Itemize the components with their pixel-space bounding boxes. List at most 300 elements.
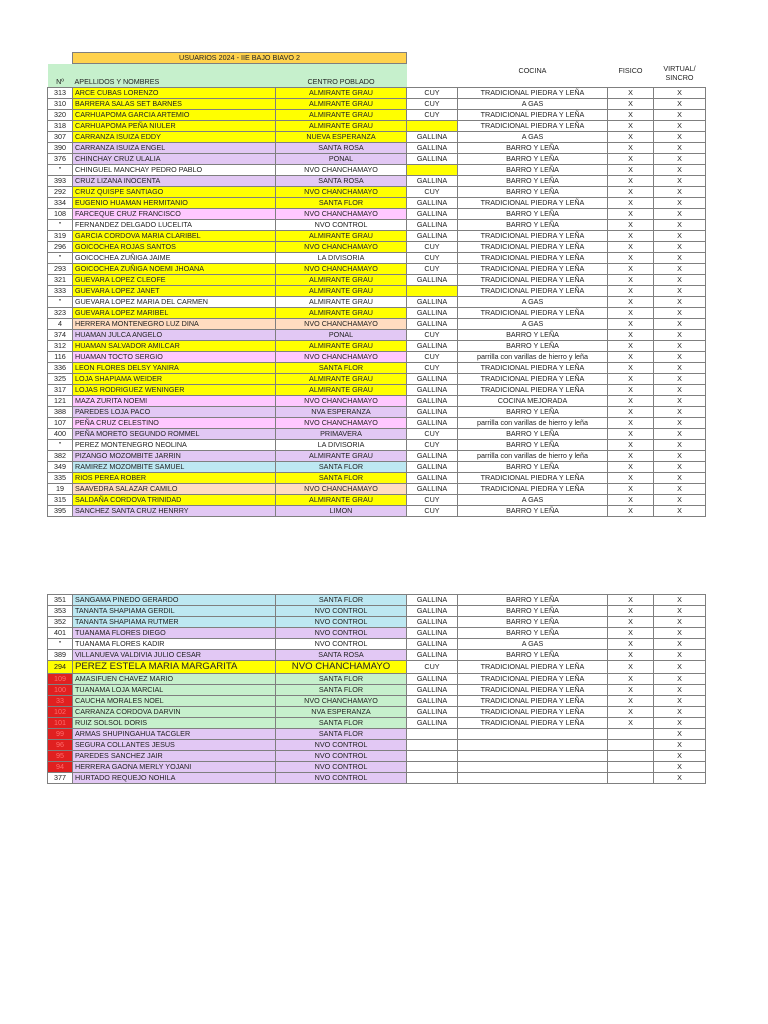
table-row bbox=[48, 740, 706, 751]
row-crianza: GALLINA bbox=[407, 220, 458, 231]
row-centro-poblado: SANTA FLOR bbox=[276, 198, 407, 209]
row-centro-poblado: NVO CONTROL bbox=[276, 628, 407, 639]
row-number: 101 bbox=[48, 718, 73, 729]
row-name: HURTADO REQUEJO NOHILA bbox=[73, 773, 276, 784]
table-row bbox=[48, 440, 706, 451]
row-fisico: X bbox=[608, 132, 654, 143]
row-crianza: GALLINA bbox=[407, 407, 458, 418]
row-crianza bbox=[407, 165, 458, 176]
row-virtual: X bbox=[654, 275, 706, 286]
row-name: GUEVARA LOPEZ JANET bbox=[73, 286, 276, 297]
row-fisico: X bbox=[608, 473, 654, 484]
row-centro-poblado: ALMIRANTE GRAU bbox=[276, 275, 407, 286]
row-centro-poblado: SANTA ROSA bbox=[276, 650, 407, 661]
row-number: 401 bbox=[48, 628, 73, 639]
row-name: CARHUAPOMA GARCIA ARTEMIO bbox=[73, 110, 276, 121]
row-crianza: GALLINA bbox=[407, 132, 458, 143]
row-number: 292 bbox=[48, 187, 73, 198]
row-centro-poblado: NVO CHANCHAMAYO bbox=[276, 209, 407, 220]
row-centro-poblado: ALMIRANTE GRAU bbox=[276, 121, 407, 132]
table-row bbox=[48, 429, 706, 440]
row-crianza: GALLINA bbox=[407, 639, 458, 650]
row-centro-poblado: ALMIRANTE GRAU bbox=[276, 385, 407, 396]
row-virtual: X bbox=[654, 595, 706, 606]
table-row bbox=[48, 707, 706, 718]
row-fisico: X bbox=[608, 308, 654, 319]
row-centro-poblado: NVO CHANCHAMAYO bbox=[276, 352, 407, 363]
row-fisico: X bbox=[608, 451, 654, 462]
row-number: " bbox=[48, 220, 73, 231]
row-number: 395 bbox=[48, 506, 73, 517]
row-virtual: X bbox=[654, 674, 706, 685]
row-number: 335 bbox=[48, 473, 73, 484]
table-row bbox=[48, 674, 706, 685]
row-fisico: X bbox=[608, 661, 654, 674]
row-centro-poblado: LA DIVISORIA bbox=[276, 253, 407, 264]
row-fisico: X bbox=[608, 495, 654, 506]
row-name: RUIZ SOLSOL DORIS bbox=[73, 718, 276, 729]
row-cocina: BARRO Y LEÑA bbox=[458, 429, 608, 440]
row-virtual: X bbox=[654, 396, 706, 407]
table-row bbox=[48, 696, 706, 707]
row-centro-poblado: LA DIVISORIA bbox=[276, 440, 407, 451]
table-row bbox=[48, 198, 706, 209]
row-virtual: X bbox=[654, 661, 706, 674]
row-number: 96 bbox=[48, 740, 73, 751]
row-virtual: X bbox=[654, 363, 706, 374]
row-virtual: X bbox=[654, 330, 706, 341]
row-crianza: CUY bbox=[407, 495, 458, 506]
row-crianza: GALLINA bbox=[407, 275, 458, 286]
row-number: 320 bbox=[48, 110, 73, 121]
row-cocina: parrilla con varillas de hierro y leña bbox=[458, 352, 608, 363]
row-centro-poblado: NVO CHANCHAMAYO bbox=[276, 264, 407, 275]
row-fisico: X bbox=[608, 429, 654, 440]
row-centro-poblado: SANTA FLOR bbox=[276, 685, 407, 696]
table-row bbox=[48, 685, 706, 696]
row-crianza: GALLINA bbox=[407, 718, 458, 729]
row-centro-poblado: NVO CHANCHAMAYO bbox=[276, 696, 407, 707]
table-row bbox=[48, 407, 706, 418]
row-centro-poblado: NUEVA ESPERANZA bbox=[276, 132, 407, 143]
row-fisico: X bbox=[608, 242, 654, 253]
table-row bbox=[48, 341, 706, 352]
row-cocina: BARRO Y LEÑA bbox=[458, 440, 608, 451]
row-fisico: X bbox=[608, 143, 654, 154]
row-centro-poblado: NVO CONTROL bbox=[276, 639, 407, 650]
row-fisico: X bbox=[608, 176, 654, 187]
row-cocina: TRADICIONAL PIEDRA Y LEÑA bbox=[458, 685, 608, 696]
row-fisico: X bbox=[608, 286, 654, 297]
row-virtual: X bbox=[654, 220, 706, 231]
row-fisico: X bbox=[608, 696, 654, 707]
table-row bbox=[48, 484, 706, 495]
row-fisico: X bbox=[608, 319, 654, 330]
row-virtual: X bbox=[654, 473, 706, 484]
row-centro-poblado: PONAL bbox=[276, 154, 407, 165]
sheet-title: USUARIOS 2024 - IIE BAJO BIAVO 2 bbox=[73, 53, 407, 64]
table-row bbox=[48, 143, 706, 154]
row-centro-poblado: ALMIRANTE GRAU bbox=[276, 341, 407, 352]
row-name: CRUZ LIZANA INOCENTA bbox=[73, 176, 276, 187]
row-name: CARRANZA CORDOVA DARVIN bbox=[73, 707, 276, 718]
table-row bbox=[48, 661, 706, 674]
row-fisico bbox=[608, 773, 654, 784]
row-fisico: X bbox=[608, 88, 654, 99]
row-number: 393 bbox=[48, 176, 73, 187]
row-cocina: BARRO Y LEÑA bbox=[458, 330, 608, 341]
row-centro-poblado: NVO CONTROL bbox=[276, 762, 407, 773]
row-crianza: CUY bbox=[407, 429, 458, 440]
row-name: GOICOCHEA ZUÑIGA JAIME bbox=[73, 253, 276, 264]
row-centro-poblado: SANTA FLOR bbox=[276, 729, 407, 740]
row-number: 318 bbox=[48, 121, 73, 132]
row-virtual: X bbox=[654, 773, 706, 784]
row-crianza: GALLINA bbox=[407, 484, 458, 495]
row-cocina: TRADICIONAL PIEDRA Y LEÑA bbox=[458, 121, 608, 132]
row-virtual: X bbox=[654, 341, 706, 352]
row-centro-poblado: NVA ESPERANZA bbox=[276, 707, 407, 718]
row-name: ARMAS SHUPINGAHUA TACGLER bbox=[73, 729, 276, 740]
row-number: 377 bbox=[48, 773, 73, 784]
row-name: CHINGUEL MANCHAY PEDRO PABLO bbox=[73, 165, 276, 176]
row-cocina: parrilla con varillas de hierro y leña bbox=[458, 451, 608, 462]
row-number: 108 bbox=[48, 209, 73, 220]
table-row bbox=[48, 473, 706, 484]
row-cocina: A GAS bbox=[458, 319, 608, 330]
row-centro-poblado: ALMIRANTE GRAU bbox=[276, 308, 407, 319]
row-virtual: X bbox=[654, 495, 706, 506]
row-cocina: TRADICIONAL PIEDRA Y LEÑA bbox=[458, 264, 608, 275]
table-row bbox=[48, 385, 706, 396]
row-centro-poblado: ALMIRANTE GRAU bbox=[276, 99, 407, 110]
table-row bbox=[48, 209, 706, 220]
row-name: PEÑA CRUZ CELESTINO bbox=[73, 418, 276, 429]
row-cocina: BARRO Y LEÑA bbox=[458, 595, 608, 606]
row-crianza: CUY bbox=[407, 363, 458, 374]
row-virtual: X bbox=[654, 264, 706, 275]
row-fisico: X bbox=[608, 374, 654, 385]
row-crianza: GALLINA bbox=[407, 385, 458, 396]
row-fisico: X bbox=[608, 385, 654, 396]
table-row bbox=[48, 751, 706, 762]
row-virtual: X bbox=[654, 650, 706, 661]
row-cocina: TRADICIONAL PIEDRA Y LEÑA bbox=[458, 286, 608, 297]
row-cocina: TRADICIONAL PIEDRA Y LEÑA bbox=[458, 198, 608, 209]
row-cocina: BARRO Y LEÑA bbox=[458, 462, 608, 473]
row-centro-poblado: ALMIRANTE GRAU bbox=[276, 374, 407, 385]
row-name: GUEVARA LOPEZ MARIBEL bbox=[73, 308, 276, 319]
row-centro-poblado: NVO CHANCHAMAYO bbox=[276, 165, 407, 176]
row-name: PAREDES LOJA PACO bbox=[73, 407, 276, 418]
row-centro-poblado: ALMIRANTE GRAU bbox=[276, 88, 407, 99]
row-fisico: X bbox=[608, 121, 654, 132]
row-virtual: X bbox=[654, 418, 706, 429]
table-row bbox=[48, 187, 706, 198]
table-row bbox=[48, 319, 706, 330]
row-crianza bbox=[407, 729, 458, 740]
row-crianza: CUY bbox=[407, 99, 458, 110]
row-number: 310 bbox=[48, 99, 73, 110]
table-row bbox=[48, 495, 706, 506]
row-virtual: X bbox=[654, 165, 706, 176]
row-fisico: X bbox=[608, 718, 654, 729]
row-name: PEÑA MORETO SEGUNDO ROMMEL bbox=[73, 429, 276, 440]
row-crianza: GALLINA bbox=[407, 198, 458, 209]
table-row bbox=[48, 286, 706, 297]
row-centro-poblado: NVO CHANCHAMAYO bbox=[276, 319, 407, 330]
row-fisico: X bbox=[608, 606, 654, 617]
row-cocina: TRADICIONAL PIEDRA Y LEÑA bbox=[458, 253, 608, 264]
table-row bbox=[48, 418, 706, 429]
row-crianza: GALLINA bbox=[407, 231, 458, 242]
row-cocina: BARRO Y LEÑA bbox=[458, 187, 608, 198]
row-fisico: X bbox=[608, 297, 654, 308]
row-cocina: BARRO Y LEÑA bbox=[458, 606, 608, 617]
row-fisico: X bbox=[608, 650, 654, 661]
row-number: 333 bbox=[48, 286, 73, 297]
row-crianza bbox=[407, 751, 458, 762]
table-row bbox=[48, 264, 706, 275]
column-header-number: Nº bbox=[48, 64, 73, 88]
row-cocina: parrilla con varillas de hierro y leña bbox=[458, 418, 608, 429]
table-row bbox=[48, 773, 706, 784]
table-row bbox=[48, 451, 706, 462]
row-name: RAMIREZ MOZOMBITE SAMUEL bbox=[73, 462, 276, 473]
row-fisico bbox=[608, 729, 654, 740]
row-virtual: X bbox=[654, 696, 706, 707]
row-crianza: CUY bbox=[407, 661, 458, 674]
row-crianza: GALLINA bbox=[407, 473, 458, 484]
row-cocina: BARRO Y LEÑA bbox=[458, 628, 608, 639]
row-name: FARCEQUE CRUZ FRANCISCO bbox=[73, 209, 276, 220]
row-fisico: X bbox=[608, 440, 654, 451]
row-cocina: COCINA MEJORADA bbox=[458, 396, 608, 407]
row-virtual: X bbox=[654, 110, 706, 121]
row-virtual: X bbox=[654, 132, 706, 143]
row-name: PEREZ MONTENEGRO NEOLINA bbox=[73, 440, 276, 451]
row-fisico: X bbox=[608, 674, 654, 685]
column-header-virtual: VIRTUAL/ SINCRO bbox=[663, 63, 696, 82]
row-virtual: X bbox=[654, 209, 706, 220]
row-fisico bbox=[608, 740, 654, 751]
row-virtual: X bbox=[654, 286, 706, 297]
row-name: PAREDES SANCHEZ JAIR bbox=[73, 751, 276, 762]
row-name: CARRANZA ISUIZA ENGEL bbox=[73, 143, 276, 154]
table-row bbox=[48, 506, 706, 517]
row-fisico: X bbox=[608, 330, 654, 341]
row-cocina: A GAS bbox=[458, 99, 608, 110]
row-crianza bbox=[407, 773, 458, 784]
table-row bbox=[48, 176, 706, 187]
row-fisico: X bbox=[608, 198, 654, 209]
column-header-name: APELLIDOS Y NOMBRES bbox=[73, 64, 276, 88]
row-cocina: BARRO Y LEÑA bbox=[458, 165, 608, 176]
row-fisico: X bbox=[608, 617, 654, 628]
row-fisico bbox=[608, 751, 654, 762]
row-name: CARRANZA ISUIZA EDDY bbox=[73, 132, 276, 143]
row-fisico: X bbox=[608, 154, 654, 165]
row-number: 390 bbox=[48, 143, 73, 154]
row-centro-poblado: SANTA FLOR bbox=[276, 363, 407, 374]
row-cocina: A GAS bbox=[458, 495, 608, 506]
row-fisico: X bbox=[608, 363, 654, 374]
row-name: GUEVARA LOPEZ CLEOFE bbox=[73, 275, 276, 286]
row-crianza: GALLINA bbox=[407, 674, 458, 685]
row-crianza: GALLINA bbox=[407, 617, 458, 628]
row-crianza: GALLINA bbox=[407, 209, 458, 220]
row-virtual: X bbox=[654, 639, 706, 650]
table-row bbox=[48, 396, 706, 407]
row-name: GARCIA CORDOVA MARIA CLARIBEL bbox=[73, 231, 276, 242]
row-cocina: TRADICIONAL PIEDRA Y LEÑA bbox=[458, 707, 608, 718]
row-centro-poblado: PRIMAVERA bbox=[276, 429, 407, 440]
row-cocina: BARRO Y LEÑA bbox=[458, 617, 608, 628]
row-centro-poblado: NVO CONTROL bbox=[276, 220, 407, 231]
row-centro-poblado: SANTA FLOR bbox=[276, 473, 407, 484]
row-crianza: CUY bbox=[407, 88, 458, 99]
row-virtual: X bbox=[654, 506, 706, 517]
users-table-secondary bbox=[47, 594, 706, 784]
row-cocina: TRADICIONAL PIEDRA Y LEÑA bbox=[458, 718, 608, 729]
row-cocina: BARRO Y LEÑA bbox=[458, 209, 608, 220]
row-crianza: GALLINA bbox=[407, 319, 458, 330]
row-fisico: X bbox=[608, 165, 654, 176]
row-centro-poblado: ALMIRANTE GRAU bbox=[276, 495, 407, 506]
row-cocina: TRADICIONAL PIEDRA Y LEÑA bbox=[458, 674, 608, 685]
row-crianza: CUY bbox=[407, 264, 458, 275]
row-virtual: X bbox=[654, 484, 706, 495]
row-cocina: TRADICIONAL PIEDRA Y LEÑA bbox=[458, 275, 608, 286]
row-virtual: X bbox=[654, 440, 706, 451]
row-crianza: GALLINA bbox=[407, 308, 458, 319]
row-virtual: X bbox=[654, 451, 706, 462]
row-number: 102 bbox=[48, 707, 73, 718]
column-header-centro: CENTRO POBLADO bbox=[276, 64, 407, 88]
row-number: 319 bbox=[48, 231, 73, 242]
row-virtual: X bbox=[654, 176, 706, 187]
row-fisico: X bbox=[608, 639, 654, 650]
row-name: HERRERA MONTENEGRO LUZ DINA bbox=[73, 319, 276, 330]
row-fisico: X bbox=[608, 396, 654, 407]
table-row bbox=[48, 462, 706, 473]
row-fisico bbox=[608, 762, 654, 773]
table-row bbox=[48, 88, 706, 99]
row-number: 107 bbox=[48, 418, 73, 429]
row-crianza: GALLINA bbox=[407, 176, 458, 187]
row-number: 313 bbox=[48, 88, 73, 99]
row-fisico: X bbox=[608, 628, 654, 639]
row-centro-poblado: SANTA FLOR bbox=[276, 674, 407, 685]
row-number: 4 bbox=[48, 319, 73, 330]
row-name: LOJA SHAPIAMA WEIDER bbox=[73, 374, 276, 385]
row-virtual: X bbox=[654, 121, 706, 132]
row-centro-poblado: SANTA ROSA bbox=[276, 176, 407, 187]
row-name: CRUZ QUISPE SANTIAGO bbox=[73, 187, 276, 198]
row-name: LEON FLORES DELSY YANIRA bbox=[73, 363, 276, 374]
row-name: CHINCHAY CRUZ ULALIA bbox=[73, 154, 276, 165]
table-row bbox=[48, 628, 706, 639]
row-name: TUANAMA FLORES KADIR bbox=[73, 639, 276, 650]
row-centro-poblado: NVA ESPERANZA bbox=[276, 407, 407, 418]
row-name: BARRERA SALAS SET BARNES bbox=[73, 99, 276, 110]
row-number: 109 bbox=[48, 674, 73, 685]
row-name: SANGAMA PINEDO GERARDO bbox=[73, 595, 276, 606]
table-row bbox=[48, 242, 706, 253]
row-name: CARHUAPOMA PEÑA NIULER bbox=[73, 121, 276, 132]
table-row bbox=[48, 220, 706, 231]
table-row bbox=[48, 165, 706, 176]
row-fisico: X bbox=[608, 264, 654, 275]
row-number: 400 bbox=[48, 429, 73, 440]
row-number: 389 bbox=[48, 650, 73, 661]
row-virtual: X bbox=[654, 762, 706, 773]
row-cocina: BARRO Y LEÑA bbox=[458, 176, 608, 187]
row-centro-poblado: ALMIRANTE GRAU bbox=[276, 286, 407, 297]
row-virtual: X bbox=[654, 606, 706, 617]
row-name: AMASIFUEN CHAVEZ MARIO bbox=[73, 674, 276, 685]
row-cocina bbox=[458, 740, 608, 751]
row-virtual: X bbox=[654, 407, 706, 418]
row-fisico: X bbox=[608, 341, 654, 352]
row-virtual: X bbox=[654, 718, 706, 729]
row-number: 382 bbox=[48, 451, 73, 462]
row-virtual: X bbox=[654, 628, 706, 639]
row-crianza: GALLINA bbox=[407, 374, 458, 385]
row-number: 33 bbox=[48, 696, 73, 707]
row-virtual: X bbox=[654, 187, 706, 198]
row-cocina: BARRO Y LEÑA bbox=[458, 341, 608, 352]
row-virtual: X bbox=[654, 198, 706, 209]
table-row bbox=[48, 154, 706, 165]
row-number: 388 bbox=[48, 407, 73, 418]
row-cocina bbox=[458, 762, 608, 773]
row-fisico: X bbox=[608, 209, 654, 220]
row-crianza: GALLINA bbox=[407, 628, 458, 639]
row-virtual: X bbox=[654, 685, 706, 696]
row-number: 94 bbox=[48, 762, 73, 773]
column-header-cocina: COCINA bbox=[518, 65, 547, 75]
row-name: TUANAMA FLORES DIEGO bbox=[73, 628, 276, 639]
row-name: CAUCHA MORALES NOEL bbox=[73, 696, 276, 707]
row-cocina bbox=[458, 729, 608, 740]
row-number: 19 bbox=[48, 484, 73, 495]
row-crianza: GALLINA bbox=[407, 606, 458, 617]
table-row bbox=[48, 308, 706, 319]
row-virtual: X bbox=[654, 462, 706, 473]
table-row bbox=[48, 650, 706, 661]
row-fisico: X bbox=[608, 685, 654, 696]
row-number: 294 bbox=[48, 661, 73, 674]
row-cocina: BARRO Y LEÑA bbox=[458, 220, 608, 231]
row-name: PEREZ ESTELA MARIA MARGARITA bbox=[73, 661, 276, 674]
row-centro-poblado: SANTA FLOR bbox=[276, 595, 407, 606]
row-number: 95 bbox=[48, 751, 73, 762]
row-centro-poblado: PONAL bbox=[276, 330, 407, 341]
row-name: SALDAÑA CORDOVA TRINIDAD bbox=[73, 495, 276, 506]
row-virtual: X bbox=[654, 143, 706, 154]
row-crianza: CUY bbox=[407, 506, 458, 517]
row-crianza: GALLINA bbox=[407, 707, 458, 718]
row-virtual: X bbox=[654, 88, 706, 99]
row-name: ARCE CUBAS LORENZO bbox=[73, 88, 276, 99]
row-name: TUANAMA LOJA MARCIAL bbox=[73, 685, 276, 696]
row-crianza: CUY bbox=[407, 330, 458, 341]
table-row bbox=[48, 330, 706, 341]
row-number: 336 bbox=[48, 363, 73, 374]
row-virtual: X bbox=[654, 99, 706, 110]
row-number: 325 bbox=[48, 374, 73, 385]
